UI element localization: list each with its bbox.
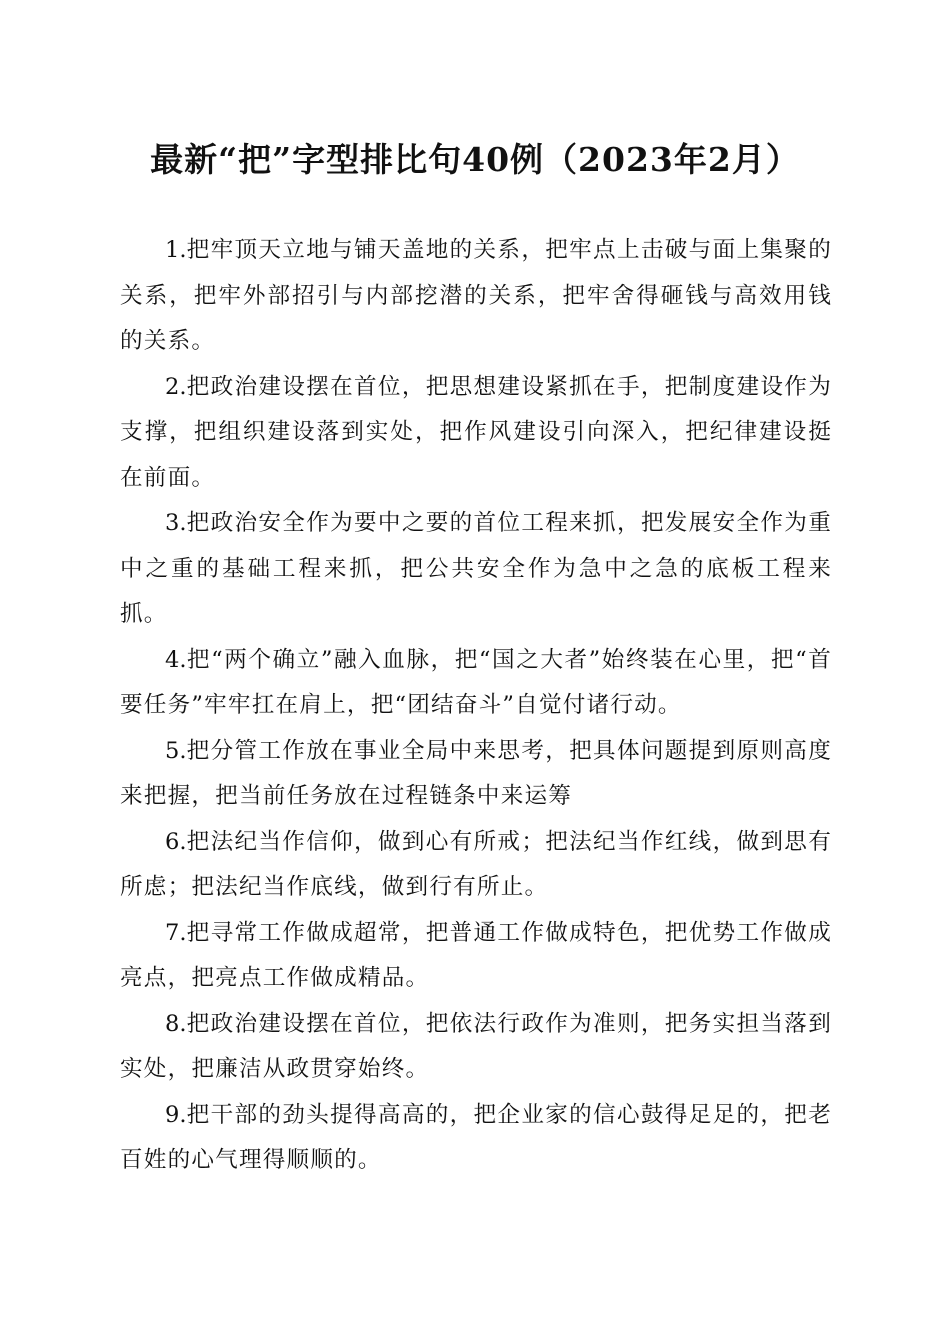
item-text: 把法纪当作信仰，做到心有所戒；把法纪当作红线，做到思有所虑；把法纪当作底线，做到行有所止。: [120, 828, 832, 900]
item-text: 把牢顶天立地与铺天盖地的关系，把牢点上击破与面上集聚的关系，把牢外部招引与内部挖潜的关系，把牢舍得砸钱与高效用钱的关系。: [120, 237, 832, 354]
item-number: 1.: [165, 237, 187, 263]
document-title: 最新“把”字型排比句40例（2023年2月）: [150, 140, 800, 179]
item-number: 9.: [165, 1101, 187, 1128]
paragraph-item-7: [120, 911, 832, 1002]
item-number: 4.: [165, 646, 187, 673]
paragraph-item-8: [120, 1002, 832, 1093]
item-number: 8.: [165, 1010, 187, 1037]
paragraph-item-4: [120, 638, 832, 729]
item-number: 2.: [165, 373, 187, 400]
item-text: 把政治建设摆在首位，把思想建设紧抓在手，把制度建设作为支撑，把组织建设落到实处，把作风建设引向深入，把纪律建设挺在前面。: [120, 373, 832, 491]
item-text: 把政治建设摆在首位，把依法行政作为准则，把务实担当落到实处，把廉洁从政贯穿始终。: [120, 1010, 832, 1082]
item-number: 3.: [165, 510, 187, 536]
item-text: 把“两个确立”融入血脉，把“国之大者”始终装在心里，把“首要任务”牢牢扛在肩上，把“团结奋斗”自觉付诸行动。: [120, 646, 832, 718]
item-text: 把分管工作放在事业全局中来思考，把具体问题提到原则高度来把握，把当前任务放在过程链条中来运筹: [120, 737, 832, 809]
item-text: 把干部的劲头提得高高的，把企业家的信心鼓得足足的，把老百姓的心气理得顺顺的。: [120, 1101, 832, 1173]
paragraph-item-3: [120, 501, 832, 638]
document-body: [120, 228, 832, 1184]
item-text: 把政治安全作为要中之要的首位工程来抓，把发展安全作为重中之重的基础工程来抓，把公共安全作为急中之急的底板工程来抓。: [120, 510, 832, 627]
paragraph-item-5: [120, 729, 832, 820]
item-number: 6.: [165, 828, 187, 855]
paragraph-item-9: [120, 1093, 832, 1184]
paragraph-item-2: [120, 365, 832, 502]
item-number: 7.: [165, 919, 187, 946]
item-number: 5.: [165, 737, 187, 764]
item-text: 把寻常工作做成超常，把普通工作做成特色，把优势工作做成亮点，把亮点工作做成精品。: [120, 919, 832, 991]
paragraph-item-6: [120, 820, 832, 911]
paragraph-item-1: [120, 228, 832, 365]
